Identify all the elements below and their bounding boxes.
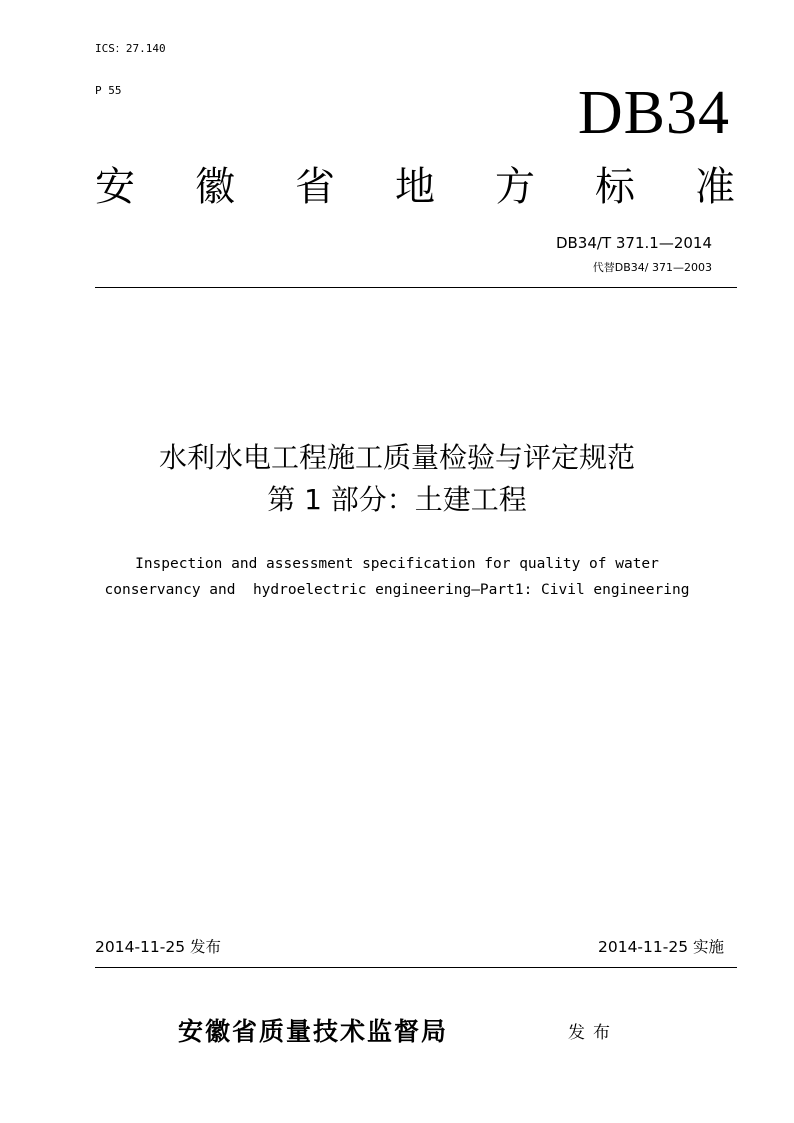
standard-type-char: 安 [95, 164, 135, 210]
standard-type-char: 地 [395, 164, 435, 210]
standard-type-char: 方 [495, 164, 535, 210]
ics-code: ICS：27.140 [95, 42, 166, 55]
top-divider [95, 287, 737, 288]
standard-type-char: 徽 [195, 164, 235, 210]
standard-mark: DB34 [577, 79, 730, 147]
standard-type-title [95, 162, 735, 212]
replaces-standard: 代替DB34/ 371—2003 [592, 261, 712, 274]
publish-date: 2014-11-25 发布 [95, 938, 222, 956]
issue-label: 发布 [568, 1023, 618, 1043]
bottom-divider [95, 967, 737, 968]
title-zh-line1: 水利水电工程施工质量检验与评定规范 [158, 441, 635, 474]
standard-type-char: 准 [695, 164, 735, 210]
standard-number: DB34/T 371.1—2014 [555, 234, 712, 252]
issuing-authority: 安徽省质量技术监督局 [178, 1017, 449, 1046]
title-en-line2: conservancy and hydroelectric engineering—Part1: Civil engineering [104, 582, 690, 598]
implementation-date: 2014-11-25 实施 [597, 938, 724, 956]
standard-type-char: 省 [295, 164, 335, 210]
standard-type-char: 标 [595, 164, 635, 210]
title-en-line1: Inspection and assessment specification for quality of water [135, 556, 659, 572]
title-zh-line2: 第 1 部分：土建工程 [267, 483, 527, 516]
ccs-code: P 55 [95, 84, 122, 97]
